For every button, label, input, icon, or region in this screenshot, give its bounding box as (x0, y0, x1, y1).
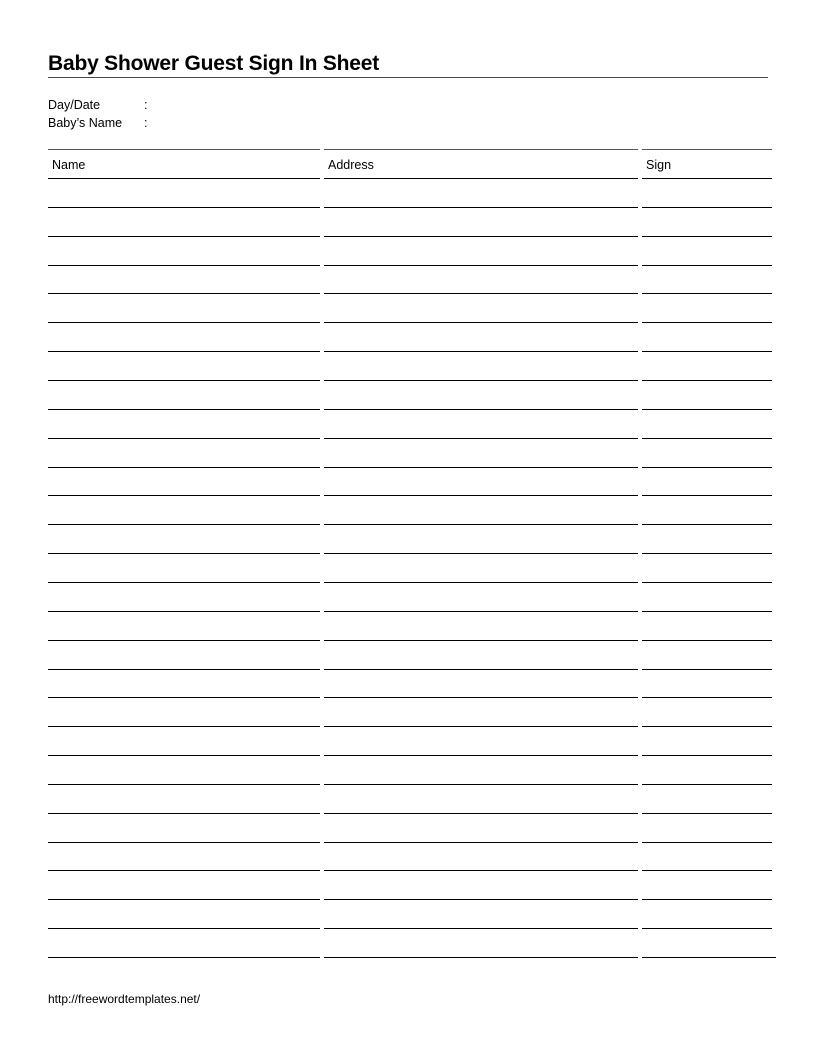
row-line-address[interactable] (324, 265, 638, 266)
field-day-date-label: Day/Date (48, 98, 101, 112)
row-line-name[interactable] (48, 524, 320, 525)
field-day-date-colon: : (144, 98, 148, 112)
title-underline (48, 77, 768, 78)
row-line-name[interactable] (48, 265, 320, 266)
row-line-sign[interactable] (642, 669, 772, 670)
row-line-name[interactable] (48, 755, 320, 756)
row-line-sign[interactable] (642, 813, 772, 814)
row-line-sign[interactable] (642, 697, 772, 698)
row-line-sign[interactable] (642, 524, 772, 525)
row-line-sign[interactable] (642, 611, 772, 612)
row-line-name[interactable] (48, 582, 320, 583)
footer-url[interactable]: http://freewordtemplates.net/ (48, 992, 201, 1006)
column-header-name: Name (52, 158, 86, 172)
row-line-sign[interactable] (642, 438, 772, 439)
row-line-sign[interactable] (642, 726, 772, 727)
row-line-address[interactable] (324, 928, 638, 929)
row-line-name[interactable] (48, 813, 320, 814)
row-line-address[interactable] (324, 207, 638, 208)
field-babys-name-colon: : (144, 116, 148, 130)
row-line-address[interactable] (324, 553, 638, 554)
page-title: Baby Shower Guest Sign In Sheet (48, 52, 380, 75)
row-line-name[interactable] (48, 467, 320, 468)
row-line-name[interactable] (48, 870, 320, 871)
row-line-name[interactable] (48, 409, 320, 410)
column-top-rule (324, 149, 638, 150)
row-line-address[interactable] (324, 784, 638, 785)
row-line-address[interactable] (324, 409, 638, 410)
row-line-sign[interactable] (642, 495, 772, 496)
row-line-address[interactable] (324, 524, 638, 525)
row-line-address[interactable] (324, 495, 638, 496)
row-line-name[interactable] (48, 178, 320, 179)
row-line-address[interactable] (324, 726, 638, 727)
row-line-address[interactable] (324, 697, 638, 698)
row-line-sign[interactable] (642, 178, 772, 179)
row-line-name[interactable] (48, 207, 320, 208)
row-line-address[interactable] (324, 640, 638, 641)
row-line-name[interactable] (48, 640, 320, 641)
row-line-sign[interactable] (642, 640, 772, 641)
row-line-name[interactable] (48, 495, 320, 496)
row-line-address[interactable] (324, 380, 638, 381)
row-line-address[interactable] (324, 813, 638, 814)
row-line-sign[interactable] (642, 265, 772, 266)
row-line-sign[interactable] (642, 957, 776, 958)
row-line-address[interactable] (324, 755, 638, 756)
row-line-address[interactable] (324, 178, 638, 179)
row-line-name[interactable] (48, 957, 320, 958)
row-line-sign[interactable] (642, 755, 772, 756)
row-line-name[interactable] (48, 438, 320, 439)
row-line-name[interactable] (48, 611, 320, 612)
row-line-sign[interactable] (642, 409, 772, 410)
row-line-sign[interactable] (642, 784, 772, 785)
row-line-name[interactable] (48, 553, 320, 554)
row-line-name[interactable] (48, 236, 320, 237)
row-line-name[interactable] (48, 380, 320, 381)
row-line-address[interactable] (324, 438, 638, 439)
row-line-address[interactable] (324, 351, 638, 352)
row-line-name[interactable] (48, 293, 320, 294)
row-line-name[interactable] (48, 842, 320, 843)
row-line-name[interactable] (48, 351, 320, 352)
row-line-sign[interactable] (642, 207, 772, 208)
row-line-name[interactable] (48, 928, 320, 929)
row-line-sign[interactable] (642, 293, 772, 294)
row-line-name[interactable] (48, 784, 320, 785)
row-line-name[interactable] (48, 899, 320, 900)
row-line-address[interactable] (324, 842, 638, 843)
row-line-address[interactable] (324, 611, 638, 612)
row-line-address[interactable] (324, 870, 638, 871)
row-line-sign[interactable] (642, 842, 772, 843)
column-header-sign: Sign (646, 158, 672, 172)
row-line-sign[interactable] (642, 928, 772, 929)
row-line-sign[interactable] (642, 870, 772, 871)
row-line-sign[interactable] (642, 380, 772, 381)
column-top-rule (642, 149, 772, 150)
row-line-address[interactable] (324, 899, 638, 900)
row-line-address[interactable] (324, 236, 638, 237)
row-line-name[interactable] (48, 669, 320, 670)
row-line-sign[interactable] (642, 322, 772, 323)
row-line-address[interactable] (324, 957, 638, 958)
row-line-sign[interactable] (642, 899, 772, 900)
row-line-address[interactable] (324, 293, 638, 294)
column-header-address: Address (328, 158, 374, 172)
row-line-name[interactable] (48, 697, 320, 698)
row-line-address[interactable] (324, 322, 638, 323)
row-line-sign[interactable] (642, 467, 772, 468)
row-line-sign[interactable] (642, 351, 772, 352)
row-line-name[interactable] (48, 726, 320, 727)
field-babys-name-label: Baby’s Name (48, 116, 123, 130)
row-line-name[interactable] (48, 322, 320, 323)
row-line-address[interactable] (324, 467, 638, 468)
row-line-address[interactable] (324, 669, 638, 670)
row-line-sign[interactable] (642, 236, 772, 237)
row-line-sign[interactable] (642, 553, 772, 554)
row-line-sign[interactable] (642, 582, 772, 583)
row-line-address[interactable] (324, 582, 638, 583)
column-top-rule (48, 149, 320, 150)
